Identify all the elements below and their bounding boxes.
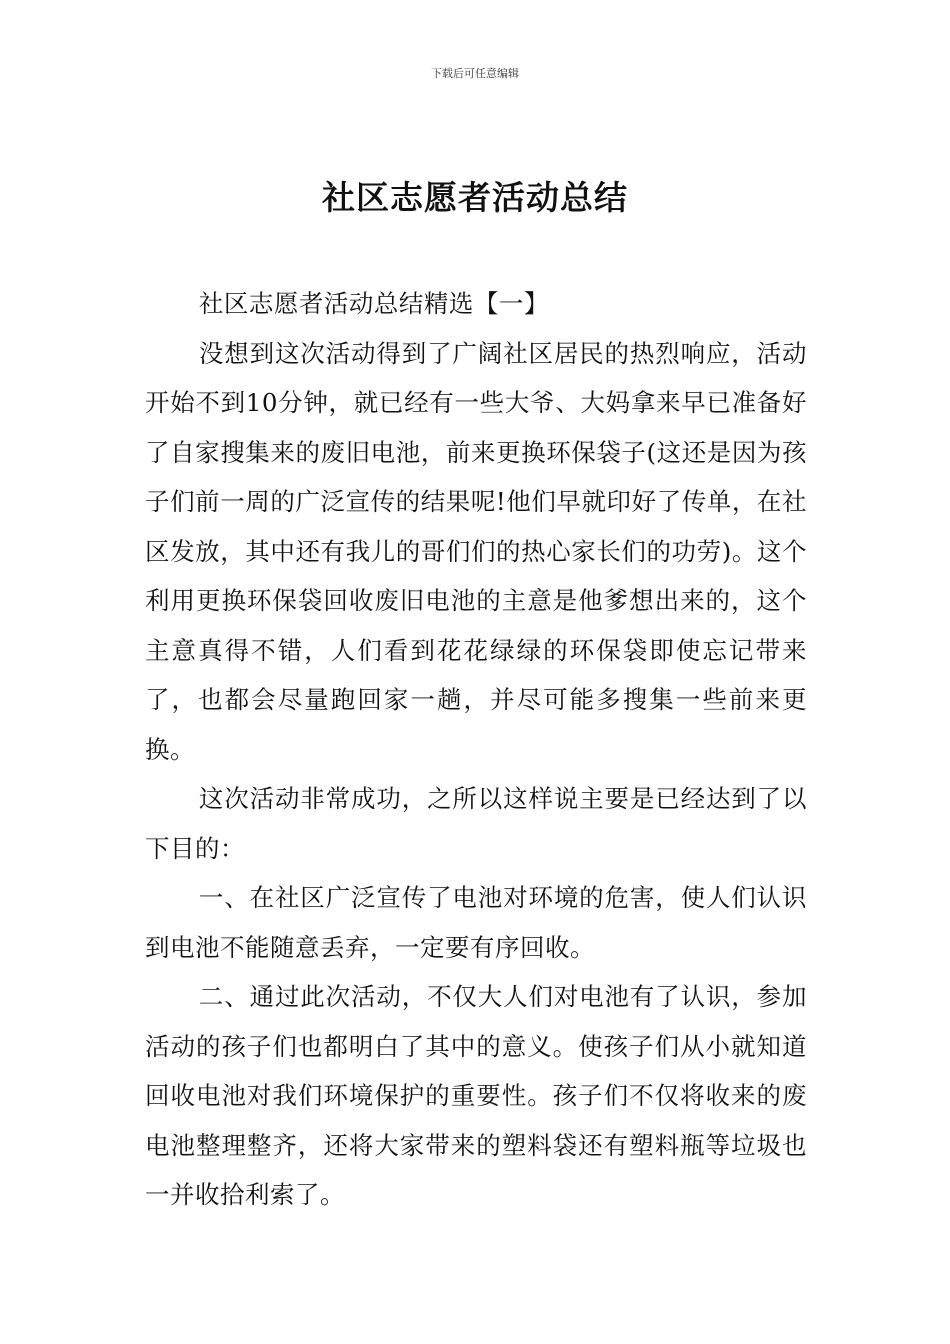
- document-title: 社区志愿者活动总结: [322, 178, 628, 217]
- section-heading: 社区志愿者活动总结精选【一】: [198, 289, 549, 318]
- body-paragraph: 一、在社区广泛宣传了电池对环境的危害，使人们认识到电池不能随意丢弃，一定要有序回收。: [145, 883, 807, 962]
- body-paragraph: 没想到这次活动得到了广阔社区居民的热烈响应，活动开始不到10分钟，就已经有一些大爷、大妈拿来早已准备好了自家搜集来的废旧电池，前来更换环保袋子(这还是因为孩子们前一周的广泛宣传的结果呢!他们早就印好了传单，在社区发放，其中还有我儿的哥们们的热心家长们的功劳)。这个利用更换环保袋回收废旧电池的主意是他爹想出来的，这个主意真得不错，人们看到花花绿绿的环保袋即使忘记带来了，也都会尽量跑回家一趟，并尽可能多搜集一些前来更换。: [145, 338, 807, 764]
- body-paragraph: 这次活动非常成功，之所以这样说主要是已经达到了以下目的：: [145, 784, 807, 863]
- body-paragraph: 二、通过此次活动，不仅大人们对电池有了认识，参加活动的孩子们也都明白了其中的意义。使孩子们从小就知道回收电池对我们环境保护的重要性。孩子们不仅将收来的废电池整理整齐，还将大家带来的塑料袋还有塑料瓶等垃圾也一并收拾利索了。: [145, 982, 807, 1209]
- document-body: [145, 279, 807, 1220]
- page-header-note: 下载后可任意编辑: [431, 67, 519, 80]
